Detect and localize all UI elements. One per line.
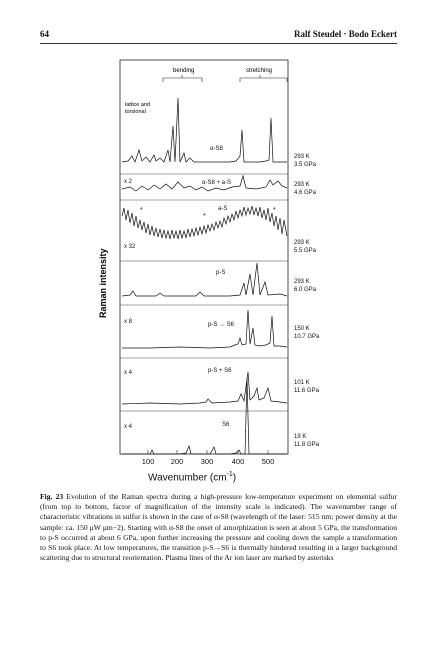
asterisk-3: * xyxy=(273,207,276,214)
x-tick-label-500: 500 xyxy=(261,457,275,466)
x-axis-label-close: ) xyxy=(232,472,237,484)
header-rule xyxy=(40,43,397,44)
temp-label-2: 293 K xyxy=(294,182,310,188)
trace-as xyxy=(122,206,287,239)
factor-label-2: x 2 xyxy=(124,179,133,185)
temp-label-5: 150 K xyxy=(294,326,310,332)
x-axis-label xyxy=(148,471,236,483)
trace-s6 xyxy=(122,378,287,454)
x-tick-label-200: 200 xyxy=(170,457,184,466)
x-tick-label-300: 300 xyxy=(200,457,214,466)
lattice-label xyxy=(125,102,152,115)
phase-label-6: p-S + S6 xyxy=(208,368,232,374)
phase-label-4: p-S xyxy=(216,270,226,276)
running-header-authors: Ralf Steudel · Bodo Eckert xyxy=(294,29,397,39)
phase-label-1: α-S8 xyxy=(210,146,223,152)
phase-label-7: S6 xyxy=(222,422,230,428)
group-brackets xyxy=(163,75,287,82)
trace-ps-plus-s6 xyxy=(122,372,287,404)
x-tick-label-100: 100 xyxy=(141,457,155,466)
caption-label: Fig. 23 xyxy=(40,492,64,501)
pressure-label-7: 11.8 GPa xyxy=(294,442,319,448)
phase-label-3: a-S xyxy=(218,206,228,212)
stretching-label: stretching xyxy=(246,68,273,74)
lattice-label-line-1: lattice and xyxy=(125,102,151,108)
trace-ps xyxy=(122,263,287,296)
phase-label-2: α-S8 + a-S xyxy=(202,180,231,186)
caption-text: Evolution of the Raman spectra during a high-pressure low-temperature experiment on elemental sulfur (from top to bottom, factor of magnification of the intensity scale is indicated). The wavenumber range of characteristic vibrations in sulfur is shown in the case of α-S8 (wavelength of the laser: 515 nm; power density at the sample: ca. 150 μW μm−2). Starting with α-S8 the onset of amorphization is seen at about 5 GPa, the transformation to p-S occurred at about 6 GPa, upon further increasing the pressure and cooling down the sample a transformation to S6 took place. At low temperatures, the transition p-S→S6 is thermally hindered resulting in a larger background scattering due to structural reorientation. Plasma lines of the Ar ion laser are marked by asterisks xyxy=(40,492,397,563)
asterisk-2: * xyxy=(203,213,206,220)
pressure-label-4: 6.0 GPa xyxy=(294,287,317,293)
temp-label-6: 101 K xyxy=(294,380,310,386)
x-axis-label-exponent: -1 xyxy=(226,471,233,478)
pressure-label-5: 10.7 GPa xyxy=(294,334,320,340)
factor-label-3: x 32 xyxy=(124,244,136,250)
pressure-label-1: 3.5 GPa xyxy=(294,162,317,168)
pressure-label-3: 5.5 GPa xyxy=(294,248,317,254)
phase-label-5: p-S → S6 xyxy=(208,322,235,328)
page-number: 64 xyxy=(40,29,49,39)
factor-label-6: x 4 xyxy=(124,370,133,376)
trace-ps-to-s6 xyxy=(122,310,287,348)
factor-label-7: x 4 xyxy=(124,424,133,430)
figure-caption xyxy=(40,492,397,563)
y-axis-label: Raman intensity xyxy=(98,248,108,318)
temp-label-1: 293 K xyxy=(294,154,310,160)
asterisk-1: * xyxy=(140,207,143,214)
raman-figure xyxy=(90,58,340,468)
bending-label: bending xyxy=(173,68,195,74)
temp-label-4: 293 K xyxy=(294,279,310,285)
panel-separators xyxy=(120,174,288,411)
x-tick-label-400: 400 xyxy=(231,457,245,466)
lattice-label-line-2: torsional xyxy=(125,109,146,115)
spectra-traces xyxy=(122,98,287,454)
x-axis-label-text: Wavenumber (cm xyxy=(148,472,227,484)
temp-label-7: 19 K xyxy=(294,434,307,440)
pressure-label-6: 11.6 GPa xyxy=(294,388,319,394)
plot-frame xyxy=(120,60,288,454)
factor-label-5: x 8 xyxy=(124,319,133,325)
temp-label-3: 293 K xyxy=(294,240,310,246)
x-ticks xyxy=(148,450,268,454)
pressure-label-2: 4.6 GPa xyxy=(294,190,317,196)
